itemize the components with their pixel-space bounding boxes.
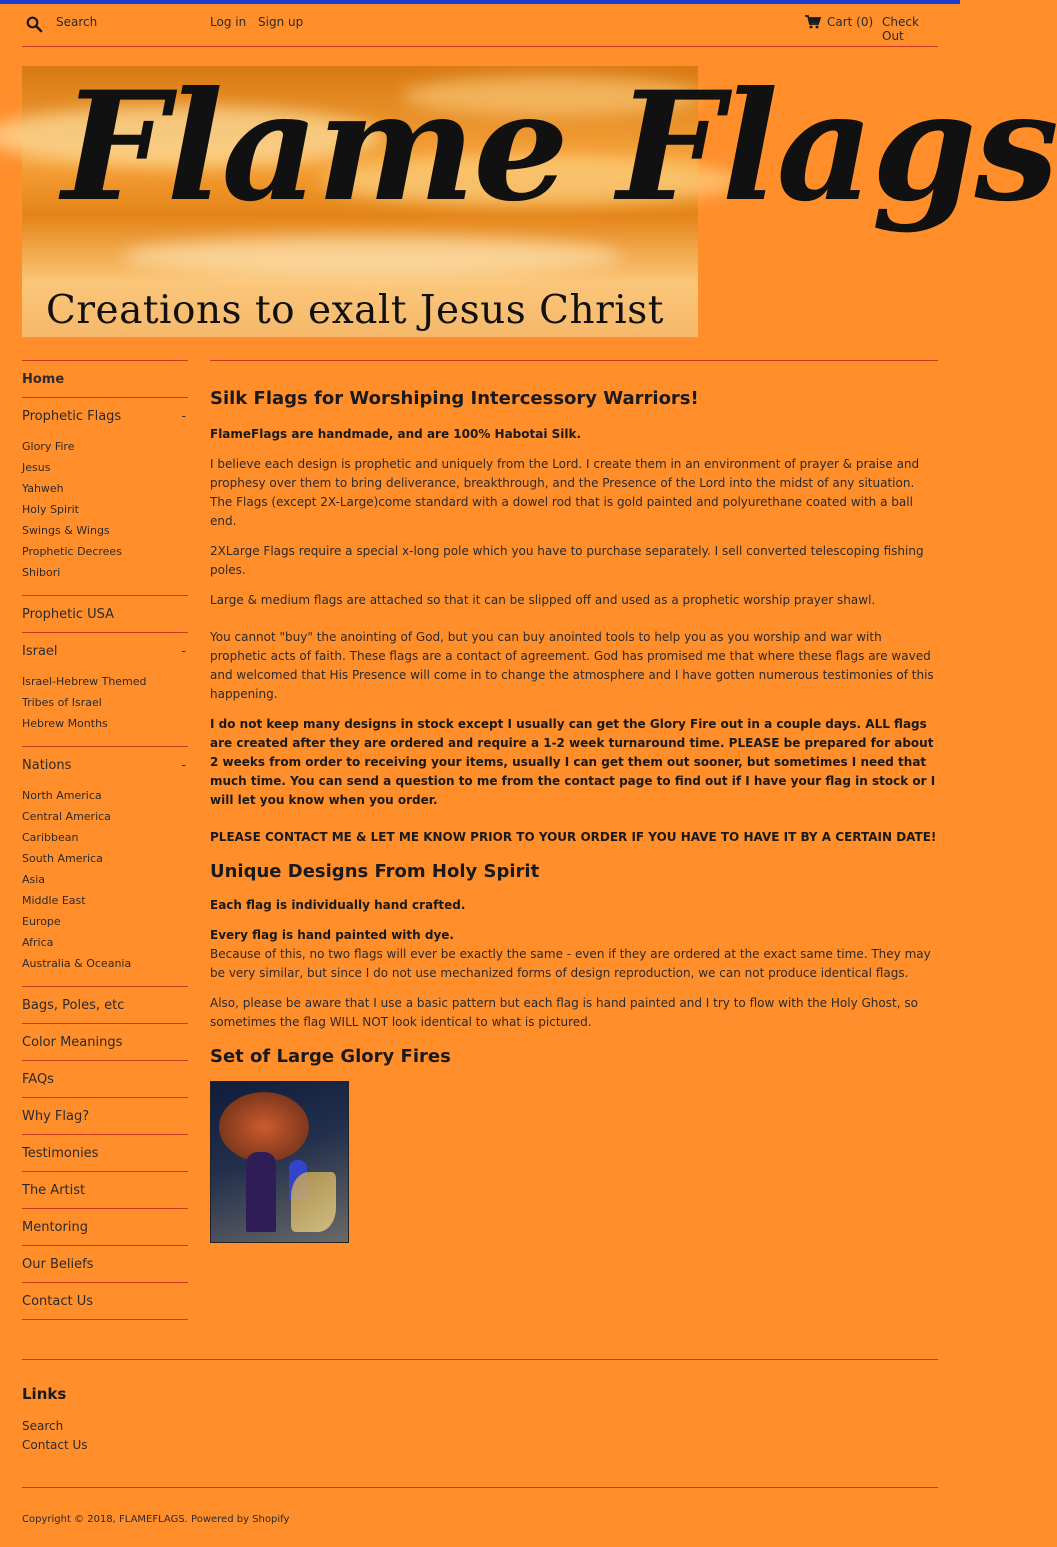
banner-tagline: Creations to exalt Jesus Christ	[46, 288, 664, 333]
sidebar-section-home	[22, 361, 188, 398]
sidebar-subitem-middle-east[interactable]: Middle East	[22, 894, 86, 907]
body-paragraph: Large & medium flags are attached so that it can be slipped off and used as a prophetic worship prayer shawl.	[210, 593, 876, 607]
sidebar-item-label: Israel	[22, 643, 58, 659]
sidebar-item-mentoring[interactable]: Mentoring	[22, 1219, 88, 1235]
sidebar-item-the-artist[interactable]: The Artist	[22, 1182, 86, 1198]
glory-fire-photo[interactable]	[210, 1081, 349, 1243]
checkout-link[interactable]: Check Out	[882, 15, 919, 43]
sidebar-subitem-glory-fire[interactable]: Glory Fire	[22, 440, 75, 453]
sidebar-item-color-meanings[interactable]: Color Meanings	[22, 1034, 123, 1050]
sidebar-subitem-israel-hebrew-themed[interactable]: Israel-Hebrew Themed	[22, 675, 147, 688]
banner-title: Flame Flags	[62, 59, 1057, 235]
sidebar-subitem-africa[interactable]: Africa	[22, 936, 54, 949]
body-paragraph: Also, please be aware that I use a basic pattern but each flag is hand painted and I try to flow with the Holy Ghost, so sometimes the flag WILL NOT look identical to what is pictured.	[210, 996, 918, 1029]
body-paragraph: 2XLarge Flags require a special x-long pole which you have to purchase separately. I sell converted telescoping fishing poles.	[210, 544, 924, 577]
collapse-toggle[interactable]: -	[181, 644, 186, 658]
search-input[interactable]	[56, 12, 206, 32]
collapse-toggle[interactable]: -	[181, 409, 186, 423]
body-paragraph: Every flag is hand painted with dye.	[210, 928, 454, 942]
sidebar-subitem-shibori[interactable]: Shibori	[22, 566, 61, 579]
sidebar-subitem-hebrew-months[interactable]: Hebrew Months	[22, 717, 108, 730]
sidebar-subitem-prophetic-decrees[interactable]: Prophetic Decrees	[22, 545, 122, 558]
sidebar-section-prophetic-usa	[22, 596, 188, 633]
sidebar-item-faqs[interactable]: FAQs	[22, 1071, 54, 1087]
contact-notice: PLEASE CONTACT ME & LET ME KNOW PRIOR TO YOUR ORDER IF YOU HAVE TO HAVE IT BY A CERTAIN DATE!	[210, 830, 937, 844]
sidebar-subitem-jesus[interactable]: Jesus	[22, 461, 51, 474]
main-content	[210, 360, 938, 1243]
sidebar-item-testimonies[interactable]: Testimonies	[22, 1145, 99, 1161]
footer-link-search[interactable]: Search	[22, 1419, 64, 1433]
body-paragraph: Each flag is individually hand crafted.	[210, 898, 466, 912]
sidebar-subitem-holy-spirit[interactable]: Holy Spirit	[22, 503, 79, 516]
collapse-toggle[interactable]: -	[181, 758, 186, 772]
intro-bold-text: FlameFlags are handmade, and are 100% Habotai Silk.	[210, 427, 582, 441]
sidebar-item-contact-us[interactable]: Contact Us	[22, 1293, 93, 1309]
sidebar-sublist-nations	[22, 783, 188, 986]
page-title: Silk Flags for Worshiping Intercessory Warriors!	[210, 388, 699, 409]
copyright-text: Copyright © 2018, FLAMEFLAGS. Powered by Shopify	[22, 1514, 290, 1525]
sidebar-item-our-beliefs[interactable]: Our Beliefs	[22, 1256, 94, 1272]
sidebar-item-label: Prophetic Flags	[22, 408, 122, 424]
footer-link-contact[interactable]: Contact Us	[22, 1438, 88, 1452]
sidebar-sublist-israel	[22, 669, 188, 746]
footer	[22, 1359, 938, 1525]
divider	[22, 1487, 938, 1488]
sidebar-subitem-asia[interactable]: Asia	[22, 873, 46, 886]
body-paragraph: You cannot "buy" the anointing of God, but you can buy anointed tools to help you as you worship and war with prophetic acts of faith. These flags are a contact of agreement. God has promised me that where these flags are waved and welcomed that His Presence will come in to change the atmosphere and I have gotten numerous testimonies of this happening.	[210, 630, 934, 701]
sidebar-item-prophetic-flags[interactable]	[22, 398, 188, 434]
sidebar-item-label: Nations	[22, 757, 72, 773]
sidebar-item-home[interactable]: Home	[22, 371, 65, 387]
sidebar-section-prophetic-flags	[22, 398, 188, 596]
sidebar-subitem-tribes-of-israel[interactable]: Tribes of Israel	[22, 696, 102, 709]
site-logo-banner[interactable]	[22, 59, 1057, 337]
body-paragraph: I believe each design is prophetic and uniquely from the Lord. I create them in an environment of prayer & praise and prophesy over them to bring deliverance, breakthrough, and the Presence of the Lord into the midst of any situation. The Flags (except 2X-Large)come standard with a dowel rod that is gold painted and polyurethane coated with a ball end.	[210, 457, 920, 528]
sidebar-subitem-south-america[interactable]: South America	[22, 852, 103, 865]
cart-icon[interactable]	[805, 15, 821, 29]
sidebar-nav	[22, 360, 188, 1320]
sidebar-subitem-swings-wings[interactable]: Swings & Wings	[22, 524, 110, 537]
sidebar-subitem-yahweh[interactable]: Yahweh	[22, 482, 64, 495]
cart-link[interactable]: Cart (0)	[827, 15, 874, 29]
sidebar-section-nations	[22, 747, 188, 987]
body-paragraph: Because of this, no two flags will ever be exactly the same - even if they are ordered at the exact same time. They may be very similar, but since I do not use mechanized forms of design reproduction, we can not produce identical flags.	[210, 947, 931, 980]
footer-heading: Links	[22, 1385, 67, 1403]
sidebar-item-israel[interactable]	[22, 633, 188, 669]
sidebar-section-israel	[22, 633, 188, 747]
sidebar-subitem-north-america[interactable]: North America	[22, 789, 102, 802]
login-link[interactable]: Log in	[210, 15, 247, 29]
sidebar-subitem-caribbean[interactable]: Caribbean	[22, 831, 79, 844]
sidebar-subitem-central-america[interactable]: Central America	[22, 810, 111, 823]
stock-notice: I do not keep many designs in stock except I usually can get the Glory Fire out in a couple days. ALL flags are created after they are ordered and require a 1-2 week turnaround time. PLEASE be prepared for about 2 weeks from order to receiving your items, usually I can get them out sooner, but sometimes I need that much time. You can send a question to me from the contact page to find out if I have your flag in stock or I will let you know when you order.	[210, 717, 936, 807]
section-heading: Set of Large Glory Fires	[210, 1046, 451, 1067]
sidebar-subitem-europe[interactable]: Europe	[22, 915, 61, 928]
sidebar-subitem-australia-oceania[interactable]: Australia & Oceania	[22, 957, 132, 970]
sidebar-item-prophetic-usa[interactable]: Prophetic USA	[22, 606, 115, 622]
sidebar-item-bags-poles[interactable]: Bags, Poles, etc	[22, 997, 125, 1013]
sidebar-item-why-flag[interactable]: Why Flag?	[22, 1108, 90, 1124]
search-icon[interactable]	[26, 16, 42, 32]
sidebar-sublist-prophetic-flags	[22, 434, 188, 595]
section-heading: Unique Designs From Holy Spirit	[210, 861, 540, 882]
sidebar-item-nations[interactable]	[22, 747, 188, 783]
top-bar	[22, 4, 938, 47]
signup-link[interactable]: Sign up	[258, 15, 304, 29]
